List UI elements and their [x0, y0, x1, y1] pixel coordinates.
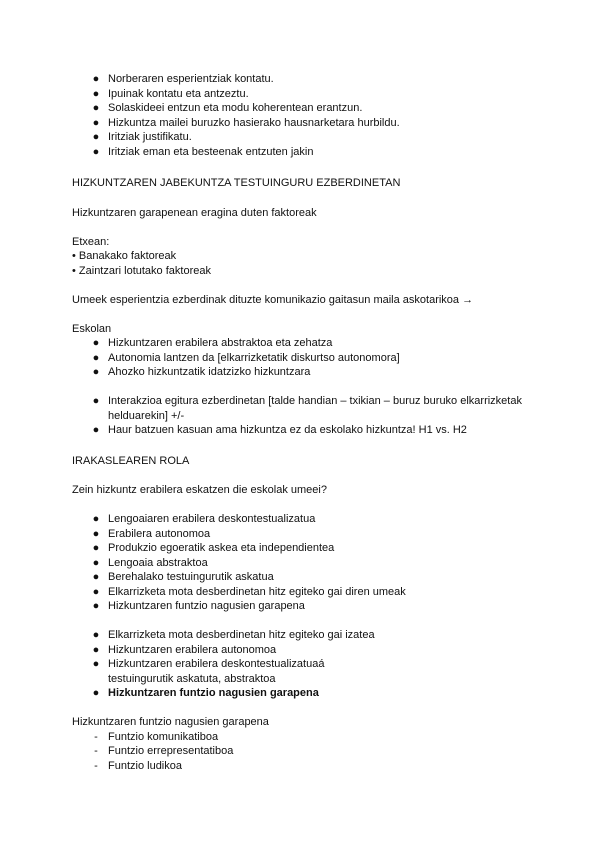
list-item: ● Elkarrizketa mota desberdinetan hitz egiteko gai diren umeak [92, 586, 406, 598]
list-item-continuation: testuingurutik askatuta, abstraktoa [108, 673, 276, 685]
list-item: ● Hizkuntza mailei buruzko hasierako hausnarketara hurbildu. [92, 117, 400, 129]
list-item: ● Ahozko hizkuntzatik idatzizko hizkuntzara [92, 366, 311, 378]
question: Zein hizkuntz erabilera eskatzen die eskolak umeei? [72, 484, 327, 496]
dash-icon: - [94, 745, 98, 757]
bullet-icon: ● [92, 687, 100, 699]
bullet-icon: ● [92, 88, 100, 100]
list-item: ● Solaskideei entzun eta modu koherentean erantzun. [92, 102, 363, 114]
functions-heading: Hizkuntzaren funtzio nagusien garapena [72, 716, 269, 728]
list-item: ● Lengoaia abstraktoa [92, 557, 208, 569]
subheading: Hizkuntzaren garapenean eragina duten faktoreak [72, 207, 317, 219]
list-item: ● Hizkuntzaren erabilera abstraktoa eta zehatza [92, 337, 333, 349]
etxean-label: Etxean: [72, 236, 110, 248]
bullet-icon: ● [92, 528, 100, 540]
list-item: ● Hizkuntzaren erabilera autonomoa [92, 644, 277, 656]
bullet-icon: ● [92, 366, 100, 378]
bullet-icon: ● [92, 352, 100, 364]
bullet-icon: ● [92, 395, 100, 407]
list-item: ● Erabilera autonomoa [92, 528, 211, 540]
eskolan-label: Eskolan [72, 323, 112, 335]
bullet-icon: ● [92, 557, 100, 569]
section-heading: IRAKASLEAREN ROLA [72, 455, 190, 467]
list-item: - Funtzio errepresentatiboa [108, 744, 233, 758]
bullet-icon: ● [92, 586, 100, 598]
bullet-icon: ● [92, 117, 100, 129]
list-item: ● Hizkuntzaren funtzio nagusien garapena [92, 600, 305, 612]
list-item: - Funtzio komunikatiboa [108, 730, 218, 744]
bullet-icon: ● [92, 513, 100, 525]
list-item: ● Berehalako testuingurutik askatua [92, 571, 274, 583]
list-item: ● Hizkuntzaren funtzio nagusien garapena [92, 687, 319, 699]
bullet-icon: ● [92, 658, 100, 670]
list-item: ● Norberaren esperientziak kontatu. [92, 73, 274, 85]
bullet-icon: ● [92, 146, 100, 158]
list-item: • Zaintzari lotutako faktoreak [72, 265, 211, 277]
list-item: ● Ipuinak kontatu eta antzeztu. [92, 88, 249, 100]
dash-icon: - [94, 731, 98, 743]
list-item-continuation: helduarekin] +/- [108, 410, 185, 422]
section-heading: HIZKUNTZAREN JABEKUNTZA TESTUINGURU EZBERDINETAN [72, 177, 401, 189]
list-item: ● Lengoaiaren erabilera deskontestualizatua [92, 513, 316, 525]
bullet-icon: ● [92, 337, 100, 349]
list-item: ● Elkarrizketa mota desberdinetan hitz egiteko gai izatea [92, 629, 375, 641]
bullet-icon: ● [92, 600, 100, 612]
bullet-icon: ● [92, 629, 100, 641]
list-item: ● Haur batzuen kasuan ama hizkuntza ez da eskolako hizkuntza! H1 vs. H2 [92, 424, 467, 436]
list-item: ● Autonomia lantzen da [elkarrizketatik diskurtso autonomora] [92, 352, 400, 364]
bullet-icon: ● [92, 542, 100, 554]
list-item: ● Iritziak justifikatu. [92, 131, 192, 143]
dash-icon: - [94, 760, 98, 772]
list-item: ● Interakzioa egitura ezberdinetan [talde handian – txikian – buruz buruko elkarrizketak [92, 395, 522, 407]
bullet-icon: ● [92, 424, 100, 436]
list-item: • Banakako faktoreak [72, 250, 177, 262]
list-item: ● Iritziak eman eta besteenak entzuten jakin [92, 146, 314, 158]
list-item: - Funtzio ludikoa [108, 759, 182, 773]
list-item: ● Hizkuntzaren erabilera deskontestualizatuaá [92, 658, 325, 670]
bullet-icon: ● [92, 73, 100, 85]
bullet-icon: ● [92, 131, 100, 143]
paragraph: Umeek esperientzia ezberdinak dituzte komunikazio gaitasun maila askotarikoa → [72, 294, 474, 306]
bullet-icon: ● [92, 102, 100, 114]
bullet-icon: ● [92, 571, 100, 583]
list-item: ● Produkzio egoeratik askea eta independientea [92, 542, 335, 554]
bullet-icon: ● [92, 644, 100, 656]
